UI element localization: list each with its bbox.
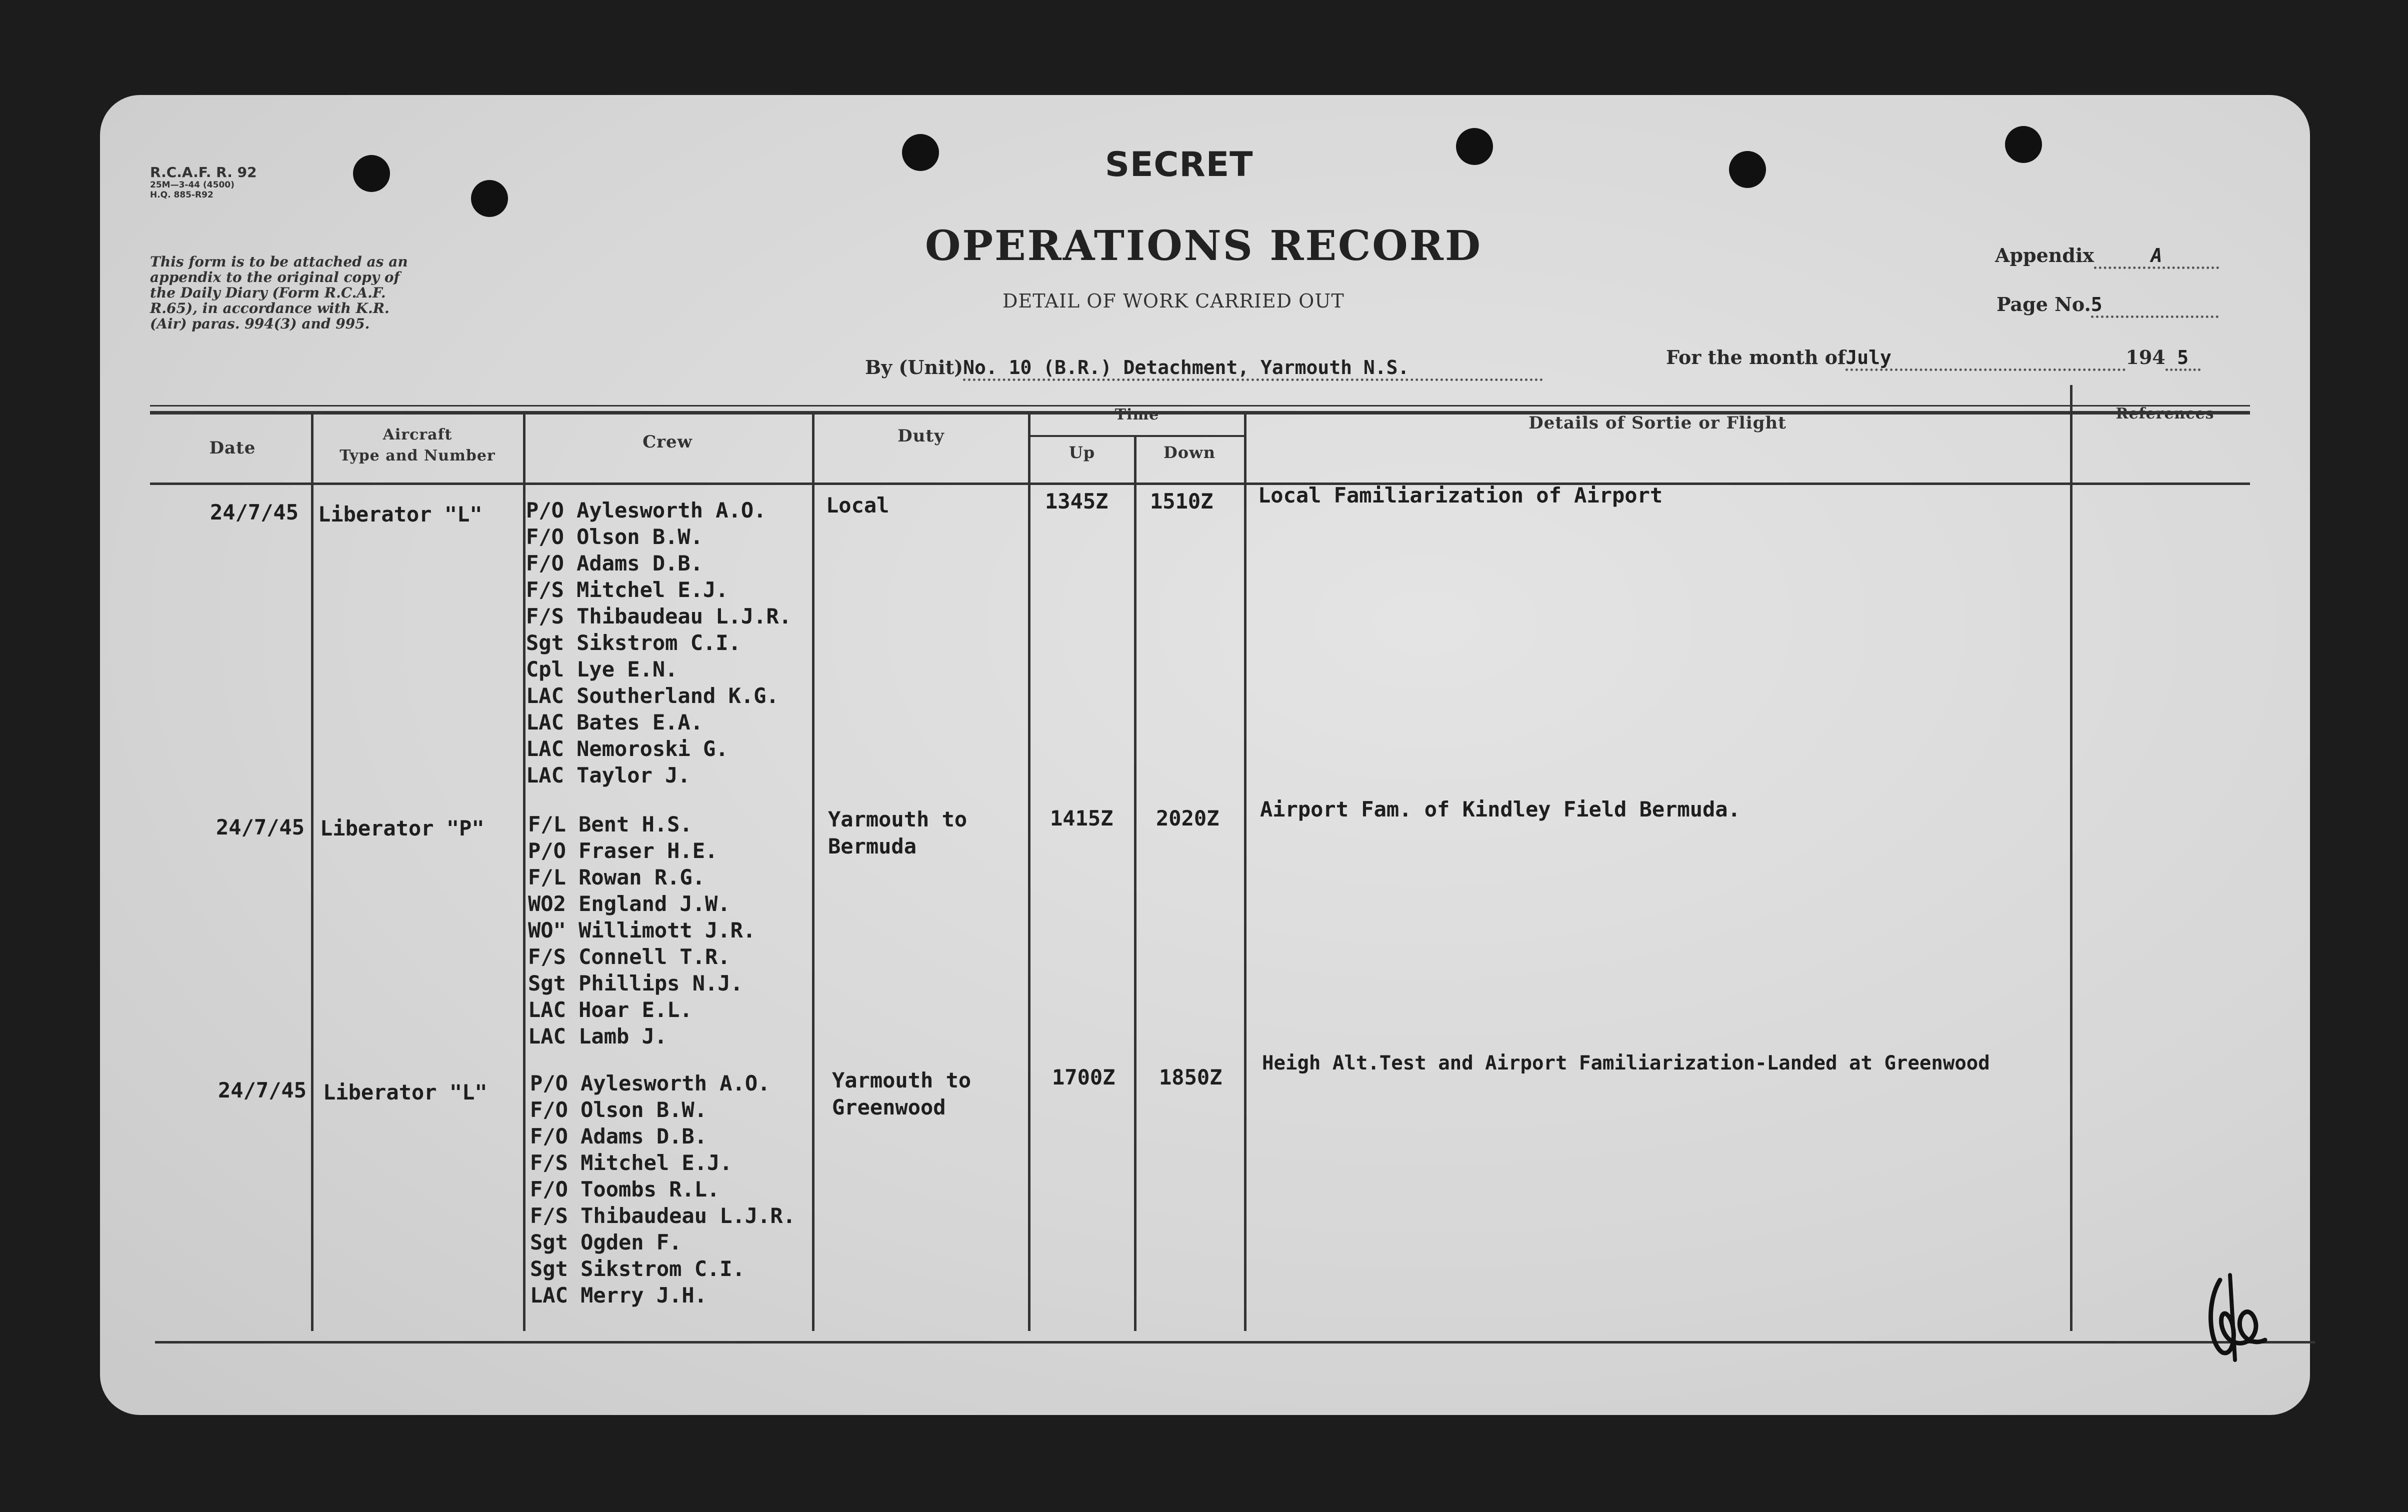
appendix-label: Appendix [1995,244,2094,266]
row-time-up: 1415Z [1050,806,1114,830]
column-divider [1244,411,1246,1331]
crew-member: P/O Fraser H.E. [528,838,718,863]
row-details: Airport Fam. of Kindley Field Bermuda. [1260,797,1740,822]
column-divider [523,411,526,1331]
month-value: July [1846,346,2126,371]
row-aircraft: Liberator "L" [318,502,482,526]
row-date: 24/7/45 [218,1078,307,1102]
header-type-number: Type and Number [340,447,496,464]
form-identifier [150,165,257,200]
row-duty [832,1067,971,1121]
header-details: Details of Sortie or Flight [1528,413,1786,433]
row-time-up: 1345Z [1045,489,1108,514]
crew-member: F/S Mitchel E.J. [530,1150,732,1175]
column-divider [311,411,314,1331]
unit-value: No. 10 (B.R.) Detachment, Yarmouth N.S. [963,356,1543,381]
header-references: References [2116,405,2214,422]
page-title: OPERATIONS RECORD [925,222,1482,270]
print-code: 25M—3-44 (4500) [150,180,234,190]
row-details: Local Familiarization of Airport [1258,483,1663,508]
appendix-field [1995,244,2219,269]
table-bottom-rule [155,1341,2315,1344]
duty-line: Yarmouth to [832,1068,972,1092]
row-crew-list [526,497,792,788]
crew-member: Sgt Phillips N.J. [528,971,743,996]
initials-signature-icon [2200,1265,2275,1367]
crew-member: F/S Connell T.R. [528,944,730,969]
header-duty: Duty [898,426,944,446]
form-instructions: This form is to be attached as an appendix to the original copy of the Daily Diary (Form R.C.A.F. R.65), in accordance with K.R. (Air) paras. 994(3) and 995. [150,254,408,332]
crew-member: F/O Adams D.B. [526,551,704,576]
punch-hole-icon [902,134,939,171]
header-bottom-rule [150,482,2250,485]
crew-member: WO2 England J.W. [528,892,730,916]
header-down: Down [1164,443,1216,462]
crew-member: F/L Bent H.S. [528,812,692,836]
crew-member: LAC Hoar E.L. [528,998,692,1022]
crew-member: F/O Toombs R.L. [530,1177,720,1202]
crew-member: Sgt Sikstrom C.I. [530,1256,745,1281]
row-time-down: 1850Z [1159,1065,1222,1090]
row-details: Heigh Alt.Test and Airport Familiarization-Landed at Greenwood [1262,1052,1990,1074]
crew-member: Cpl Lye E.N. [526,657,678,682]
row-aircraft: Liberator "P" [320,816,484,840]
crew-member: LAC Nemoroski G. [526,736,728,761]
crew-member: LAC Lamb J. [528,1024,668,1048]
row-time-down: 1510Z [1150,489,1214,514]
row-time-up: 1700Z [1052,1065,1116,1090]
column-divider [1028,411,1030,1331]
crew-member: LAC Merry J.H. [530,1283,708,1308]
appendix-value: A [2094,244,2219,269]
time-subheader-rule [1030,435,1245,437]
duty-line: Greenwood [832,1095,946,1120]
header-up: Up [1068,443,1096,462]
page-subtitle: DETAIL OF WORK CARRIED OUT [1002,290,1344,312]
row-duty: Local [826,493,890,518]
punch-hole-icon [1456,128,1493,165]
crew-member: LAC Bates E.A. [526,710,704,734]
unit-field [865,356,1543,381]
print-code: H.Q. 885-R92 [150,190,214,200]
crew-member: Sgt Sikstrom C.I. [526,630,741,655]
header-date: Date [209,438,256,458]
unit-label: By (Unit) [865,356,964,378]
header-aircraft: Aircraft [382,426,452,444]
page-number-field [1996,293,2218,318]
punch-hole-icon [353,155,390,192]
crew-member: F/O Adams D.B. [530,1124,708,1148]
column-divider [1134,436,1136,1331]
page-number-label: Page No. [1996,293,2091,316]
duty-line: Yarmouth to [828,807,968,832]
punch-hole-icon [1729,151,1766,188]
month-label: For the month of [1666,346,1846,368]
security-classification: SECRET [1105,145,1254,184]
form-id: R.C.A.F. R. 92 [150,164,257,180]
column-divider [2070,385,2072,1331]
row-crew-list [530,1070,796,1308]
crew-member: F/O Olson B.W. [530,1098,708,1122]
punch-hole-icon [2005,126,2042,163]
crew-member: F/S Thibaudeau L.J.R. [526,604,792,628]
crew-member: LAC Southerland K.G. [526,684,779,708]
header-crew: Crew [642,432,692,452]
crew-member: P/O Aylesworth A.O. [530,1071,770,1096]
crew-member: F/L Rowan R.G. [528,865,706,890]
row-date: 24/7/45 [216,815,305,840]
column-divider [812,411,814,1331]
year-prefix: 194 [2126,346,2166,368]
page-number-value: 5 [2091,294,2218,318]
year-suffix: 5 [2166,346,2200,371]
row-duty [828,806,967,860]
crew-member: Sgt Ogden F. [530,1230,682,1254]
crew-member: F/S Mitchel E.J. [526,578,728,602]
crew-member: LAC Taylor J. [526,763,690,788]
crew-member: F/O Olson B.W. [526,524,704,549]
row-aircraft: Liberator "L" [323,1080,488,1104]
row-time-down: 2020Z [1156,806,1220,830]
header-time: Time [1114,406,1160,424]
crew-member: F/S Thibaudeau L.J.R. [530,1204,796,1228]
row-crew-list [528,811,756,1050]
crew-member: WO" Willimott J.R. [528,918,756,942]
crew-member: P/O Aylesworth A.O. [526,498,766,522]
row-date: 24/7/45 [210,500,299,524]
punch-hole-icon [471,180,508,217]
month-field [1666,346,2200,371]
duty-line: Bermuda [828,834,917,858]
